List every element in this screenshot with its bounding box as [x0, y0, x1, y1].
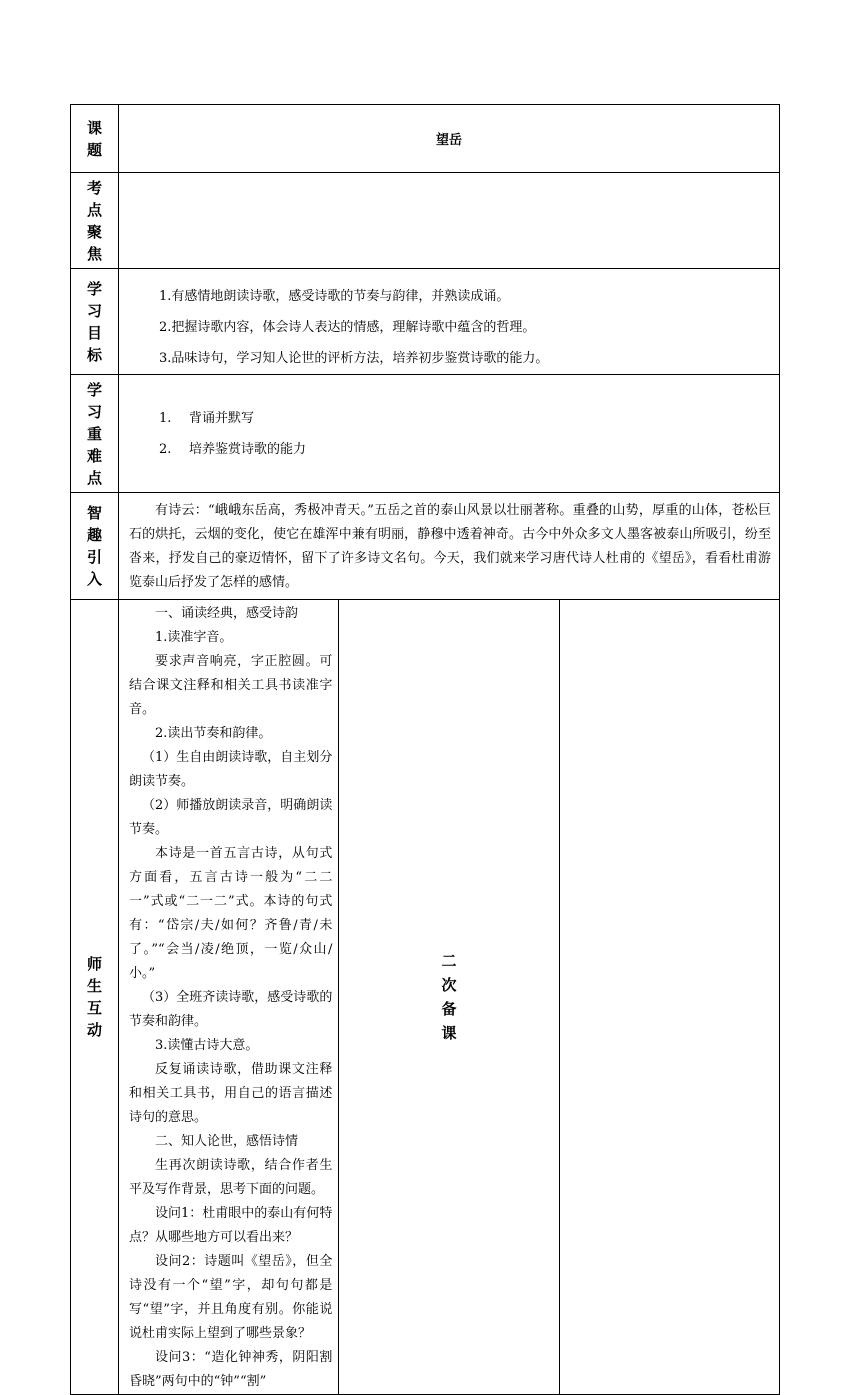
paragraph: 生再次朗读诗歌，结合作者生平及写作背景，思考下面的问题。 [129, 1158, 333, 1197]
paragraph: 设问2：诗题叫《望岳》，但全诗没有一个“望”字，却句句都是写“望”字，并且角度有别。你能说说杜甫实际上望到了哪些景象？ [129, 1254, 333, 1341]
paragraph: 2.读出节奏和韵律。 [155, 726, 272, 741]
row-goals [71, 269, 780, 375]
interact-content [119, 600, 339, 1395]
lesson-plan-table [70, 104, 780, 1395]
paragraph: （3）全班齐读诗歌，感受诗歌的节奏和韵律。 [129, 990, 333, 1029]
label-interact: 师 生 互 动 [71, 600, 119, 1395]
paragraph: 要求声音响亮，字正腔圆。可结合课文注释和相关工具书读准字音。 [129, 654, 333, 717]
paragraph: 本诗是一首五言古诗，从句式方面看，五言古诗一般为“二二一”式或“二一二”式。本诗的句式有：“岱宗/夫/如何？齐鲁/青/未了。”“会当/凌/绝顶，一览/众山/小。” [129, 846, 333, 981]
row-interact [71, 600, 780, 1395]
paragraph: 反复诵读诗歌，借助课文注释和相关工具书，用自己的语言描述诗句的意思。 [129, 1062, 333, 1125]
paragraph: 二、知人论世，感悟诗情 [155, 1134, 299, 1149]
paragraph: 3.读懂古诗大意。 [155, 1038, 259, 1053]
row-keys [71, 375, 780, 493]
focus-content [119, 173, 780, 269]
paragraph: 1.读准字音。 [155, 630, 233, 645]
label-goals: 学 习 目 标 [71, 269, 119, 375]
keys-content [119, 375, 780, 493]
paragraph: （2）师播放朗读录音，明确朗读节奏。 [129, 798, 333, 837]
goal-item: 3.品味诗句，学习知人论世的评析方法，培养初步鉴赏诗歌的能力。 [159, 351, 549, 366]
key-item: 1. 背诵并默写 [159, 411, 255, 426]
paragraph: 设问3：“造化钟神秀，阴阳割昏晓”两句中的“钟”“割” [129, 1350, 333, 1389]
lesson-title: 望岳 [119, 105, 780, 173]
label-backup: 二 次 备 课 [339, 600, 559, 1395]
label-intro: 智 趣 引 入 [71, 493, 119, 600]
paragraph: （1）生自由朗读诗歌，自主划分朗读节奏。 [129, 750, 333, 789]
label-focus: 考 点 聚 焦 [71, 173, 119, 269]
row-focus [71, 173, 780, 269]
goal-item: 2.把握诗歌内容，体会诗人表达的情感，理解诗歌中蕴含的哲理。 [159, 320, 536, 335]
row-intro [71, 493, 780, 600]
intro-content: 有诗云：“峨峨东岳高，秀极冲青天。”五岳之首的泰山风景以壮丽著称。重叠的山势，厚重的山体，苍松巨石的烘托，云烟的变化，使它在雄浑中兼有明丽，静穆中透着神奇。古今中外众多文人墨客被泰山所吸引，纷至沓来，抒发自己的豪迈情怀，留下了许多诗文名句。今天，我们就来学习唐代诗人杜甫的《望岳》，看看杜甫游览泰山后抒发了怎样的感情。 [119, 493, 780, 600]
goal-item: 1.有感情地朗读诗歌，感受诗歌的节奏与韵律，并熟读成诵。 [159, 289, 510, 304]
key-item: 2. 培养鉴赏诗歌的能力 [159, 442, 307, 457]
backup-notes [559, 600, 779, 1395]
label-keys: 学 习 重 难 点 [71, 375, 119, 493]
goals-content [119, 269, 780, 375]
label-topic: 课 题 [71, 105, 119, 173]
paragraph: 设问1：杜甫眼中的泰山有何特点？从哪些地方可以看出来？ [129, 1206, 333, 1245]
row-topic [71, 105, 780, 173]
paragraph: 一、诵读经典，感受诗韵 [155, 606, 299, 621]
